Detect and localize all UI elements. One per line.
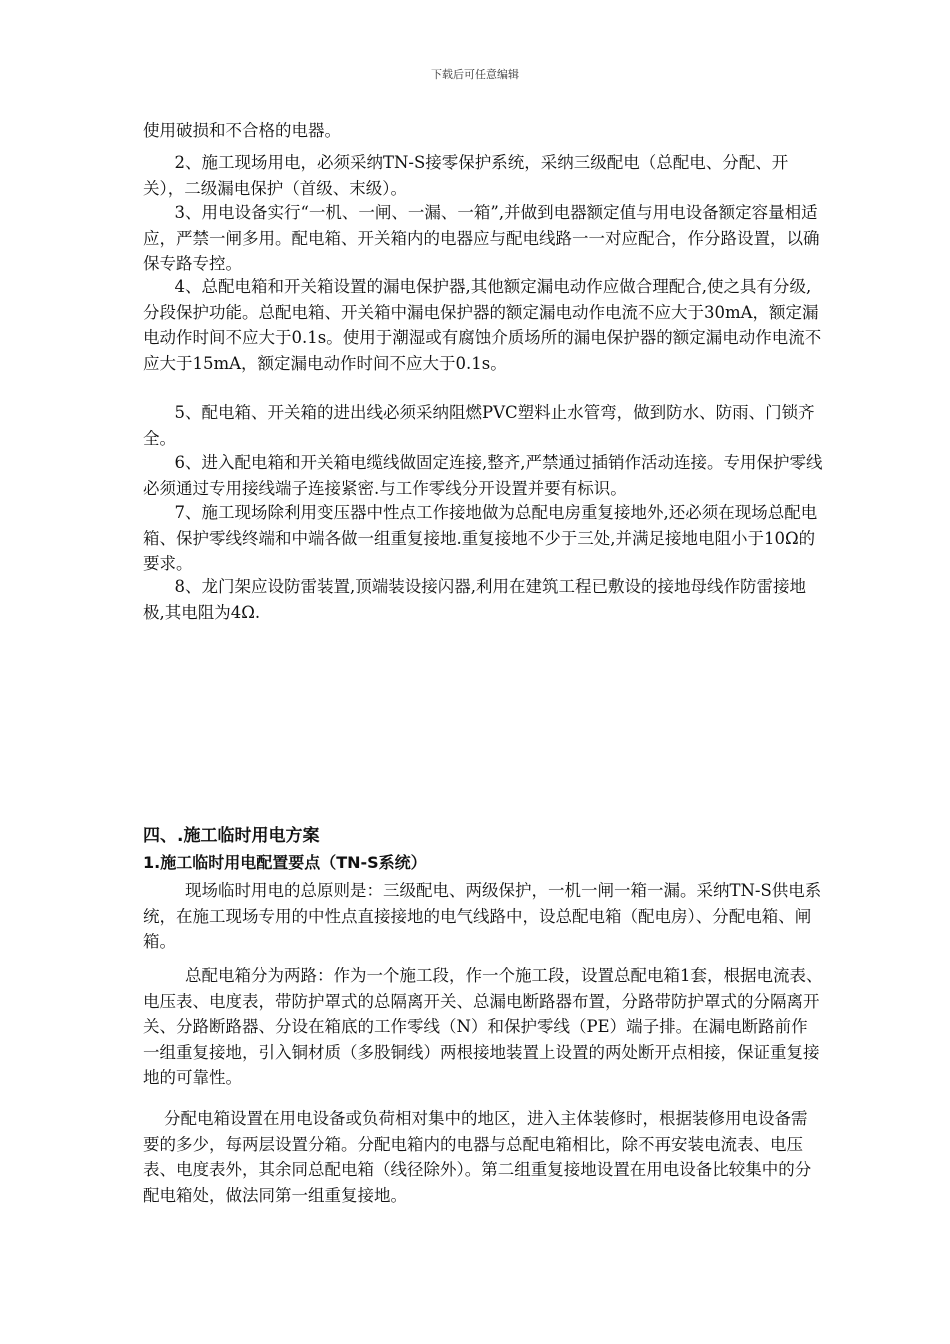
paragraph-item-4: 4、总配电箱和开关箱设置的漏电保护器,其他额定漏电动作应做合理配合,使之具有分级,分段保护功能。总配电箱、开关箱中漏电保护器的额定漏电动作电流不应大于30mA，额定漏电动作时间不应大于0.1s。使用于潮湿或有腐蚀介质场所的漏电保护器的额定漏电动作电流不应大于15mA，额定漏电动作时间不应大于0.1s。 bbox=[143, 277, 822, 373]
paragraph-item-5: 5、配电箱、开关箱的进出线必须采纳阻燃PVC塑料止水管弯，做到防水、防雨、门锁齐全。 bbox=[143, 403, 815, 448]
page-header: 下载后可任意编辑 bbox=[431, 68, 519, 81]
section-paragraph-1: 现场临时用电的总原则是：三级配电、两级保护，一机一闸一箱一漏。采纳TN-S供电系统，在施工现场专用的中性点直接接地的电气线路中，设总配电箱（配电房）、分配电箱、闸箱。 bbox=[143, 881, 822, 951]
section-paragraph-3: 分配电箱设置在用电设备或负荷相对集中的地区，进入主体装修时，根据装修用电设备需要的多少，每两层设置分箱。分配电箱内的电器与总配电箱相比，除不再安装电流表、电压表、电度表外，其余同总配电箱（线径除外）。第二组重复接地设置在用电设备比较集中的分配电箱处，做法同第一组重复接地。 bbox=[143, 1109, 812, 1205]
section-heading: 四、.施工临时用电方案 bbox=[143, 826, 320, 846]
section-paragraph-2: 总配电箱分为两路：作为一个施工段，作一个施工段，设置总配电箱1套，根据电流表、电压表、电度表，带防护罩式的总隔离开关、总漏电断路器布置，分路带防护罩式的分隔离开关、分路断路器、分设在箱底的工作零线（N）和保护零线（PE）端子排。在漏电断路前作一组重复接地，引入铜材质（多股铜线）两根接地装置上设置的两处断开点相接，保证重复接地的可靠性。 bbox=[143, 966, 823, 1087]
paragraph-item-7: 7、施工现场除利用变压器中性点工作接地做为总配电房重复接地外,还必须在现场总配电箱、保护零线终端和中端各做一组重复接地.重复接地不少于三处,并满足接地电阻小于10Ω的要求。 bbox=[143, 503, 818, 573]
paragraph-item-3: 3、用电设备实行“一机、一闸、一漏、一箱”,并做到电器额定值与用电设备额定容量相适应，严禁一闸多用。配电箱、开关箱内的电器应与配电线路一一对应配合，作分路设置，以确保专路专控。 bbox=[143, 203, 820, 273]
paragraph-item-2: 2、施工现场用电，必须采纳TN-S接零保护系统，采纳三级配电（总配电、分配、开关），二级漏电保护（首级、末级）。 bbox=[143, 153, 789, 198]
paragraph-item-6: 6、进入配电箱和开关箱电缆线做固定连接,整齐,严禁通过插销作活动连接。专用保护零线必须通过专用接线端子连接紧密.与工作零线分开设置并要有标识。 bbox=[143, 453, 823, 498]
paragraph-item-8: 8、龙门架应设防雷装置,顶端装设接闪器,利用在建筑工程已敷设的接地母线作防雷接地极,其电阻为4Ω. bbox=[143, 577, 806, 622]
subsection-heading: 1.施工临时用电配置要点（TN-S系统） bbox=[143, 853, 427, 872]
paragraph-continuation: 使用破损和不合格的电器。 bbox=[143, 121, 341, 140]
